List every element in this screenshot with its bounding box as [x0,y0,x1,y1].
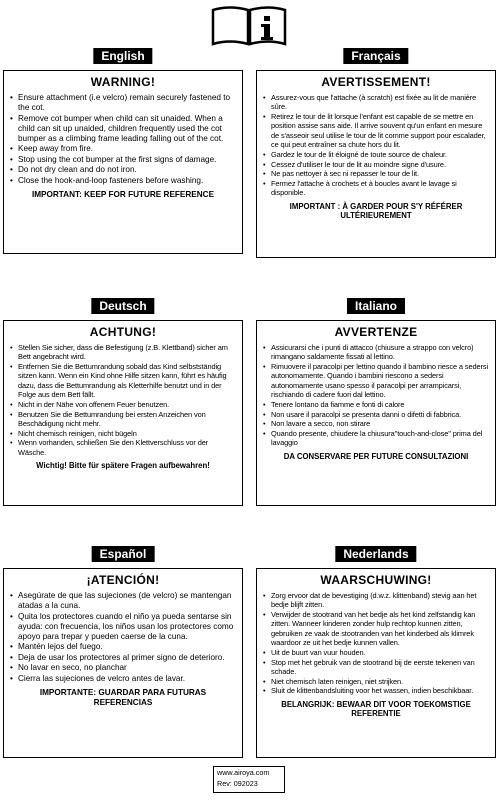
warning-list [4,591,242,684]
list-item: • Remove cot bumper when child can sit unaided. When a child can sit up unaided, children frequently used the cot bumper as a climbing frame leading falling out of the cot. [18,114,236,144]
warning-box [256,568,496,758]
list-item: • Sluit de klittenbandsluiting voor het wassen, indien beschikbaar. [271,686,489,695]
important-note: IMPORTANT : À GARDER POUR S'Y RÉFÉRER ULTÉRIEUREMENT [289,201,463,221]
language-label: Nederlands [335,546,416,562]
list-item: • Niet chemisch laten reinigen, niet strijken. [271,677,489,686]
list-item: • Quando presente, chiudere la chiusura"touch-and-close" prima del lavaggio [271,429,489,448]
list-item: • Assicurarsi che i punti di attacco (chiusure a strappo con velcro) rimangano saldamente fissati al lettino. [271,343,489,362]
language-label: English [93,48,152,64]
list-item: • Mantén lejos del fuego. [18,642,236,652]
language-label: Italiano [347,298,405,314]
list-item: • Ne pas nettoyer à sec ni repasser le tour de lit. [271,169,489,178]
list-item: • Fermez l'attache à crochets et à boucles avant le lavage si disponible. [271,179,489,198]
language-label: Français [343,48,408,64]
list-item: • Stellen Sie sicher, dass die Befestigung (z.B. Klettband) sicher am Bett angebracht wird. [18,343,236,362]
list-item: • Asegúrate de que las sujeciones (de velcro) se mantengan atadas a la cuna. [18,591,236,611]
list-item: • Cierra las sujeciones de velcro antes de lavar. [18,674,236,684]
list-item: • Tenere lontano da fiamme e fonti di calore [271,400,489,409]
info-manual-icon [210,4,288,46]
warning-heading: AVERTISSEMENT! [321,75,431,89]
list-item: • Uit de buurt van vuur houden. [271,648,489,657]
warning-list [257,93,495,198]
warning-box [3,568,243,758]
warning-heading: WARNING! [90,75,156,89]
footer-box [213,766,285,793]
list-item: • Stop using the cot bumper at the first signs of damage. [18,155,236,165]
list-item: • Ensure attachment (i.e velcro) remain securely fastened to the cot. [18,93,236,113]
language-label: Deutsch [91,298,154,314]
list-item: • Cessez d'utiliser le tour de lit au moindre signe d'usure. [271,160,489,169]
list-item: • Retirez le tour de lit lorsque l'enfant est capable de se mettre en position assise sans aide. Il arrive souvent qu'un enfant en mesure de s'asseoir seul utilise le tour de lit comme support pour escalader, ce qui peut entraîner sa chute hors du lit. [271,112,489,149]
list-item: • Entfernen Sie die Bettumrandung sobald das Kind selbstständig sitzen kann. Wenn ein Kind ohne Hilfe sitzen kann, führt es häufig dazu, dass die Bettumrandung als Kletterhilfe benutzt und in der Folge aus dem Bett fällt. [18,362,236,399]
list-item: • Stop met het gebruik van de stootrand bij de eerste tekenen van schade. [271,658,489,677]
list-item: • Rimuovere il paracolpi per lettino quando il bambino riesce a sedersi autonomamente. Quando i bambini riescono a sedersi autonomamente usano spesso il paracolpi per arrampicarsi, rischiando di cadere fuori dal lettino. [271,362,489,399]
list-item: • Wenn vorhanden, schließen Sie den Klettverschluss vor der Wäsche. [18,438,236,457]
list-item: • Deja de usar los protectores al primer signo de deterioro. [18,653,236,663]
list-item: • Verwijder de stootrand van het bedje als het kind zelfstandig kan zitten. Wanneer kinderen zonder hulp rechtop kunnen zitten, gebruiken ze vaak de stootranden van het kinderbed als klimrek waardoor ze uit het bedje kunnen vallen. [271,610,489,647]
panel-spanish [3,546,243,758]
panel-german [3,298,243,508]
warning-list [257,591,495,696]
list-item: • Zorg ervoor dat de bevestiging (d.w.z. klittenband) stevig aan het bedje blijft zitten. [271,591,489,610]
list-item: • Non lavare a secco, non stirare [271,419,489,428]
panel-dutch [256,546,496,758]
language-label: Español [92,546,155,562]
panel-english [3,48,243,254]
list-item: • Nicht in der Nähe von offenem Feuer benutzen. [18,400,236,409]
warning-heading: ACHTUNG! [89,325,157,339]
list-item: • Quita los protectores cuando el niño ya pueda sentarse sin ayuda: con frecuencia, los niños usan los protectores como apoyo para trepar y pueden caerse de la cuna. [18,612,236,642]
warning-box [256,320,496,506]
warning-box [3,320,243,506]
important-note: BELANGRIJK: BEWAAR DIT VOOR TOEKOMSTIGE REFERENTIE [281,699,471,719]
warning-list [257,343,495,448]
important-note: IMPORTANTE: GUARDAR PARA FUTURAS REFERENCIAS [39,687,207,707]
warning-list [4,93,242,186]
warning-list [4,343,242,457]
important-note: IMPORTANT: KEEP FOR FUTURE REFERENCE [31,189,215,199]
list-item: • Close the hook-and-loop fasteners before washing. [18,176,236,186]
list-item: • Keep away from fire. [18,144,236,154]
list-item: • Gardez le tour de lit éloigné de toute source de chaleur. [271,150,489,159]
warning-heading: ¡ATENCIÓN! [86,573,160,587]
revision-text: Rev: 092023 [217,779,258,788]
warning-heading: AVVERTENZE [334,325,418,339]
list-item: • No lavar en seco, no planchar [18,663,236,673]
warning-box [256,70,496,258]
warning-heading: WAARSCHUWING! [320,573,432,587]
important-note: DA CONSERVARE PER FUTURE CONSULTAZIONI [283,451,469,461]
important-note: Wichtig! Bitte für spätere Fragen aufbewahren! [36,461,210,471]
list-item: • Non usare il paracolpi se presenta danni o difetti di fabbrica. [271,410,489,419]
panel-french [256,48,496,258]
website-text: www.airoya.com [217,768,270,777]
list-item: • Benutzen Sie die Bettumrandung bei ersten Anzeichen von Beschädigung nicht mehr. [18,410,236,429]
list-item: • Assurez-vous que l'attache (à scratch) est fixée au lit de manière sûre. [271,93,489,112]
list-item: • Do not dry clean and do not iron. [18,165,236,175]
warning-box [3,70,243,254]
panel-italian [256,298,496,508]
list-item: • Nicht chemisch reinigen, nicht bügeln [18,429,236,438]
